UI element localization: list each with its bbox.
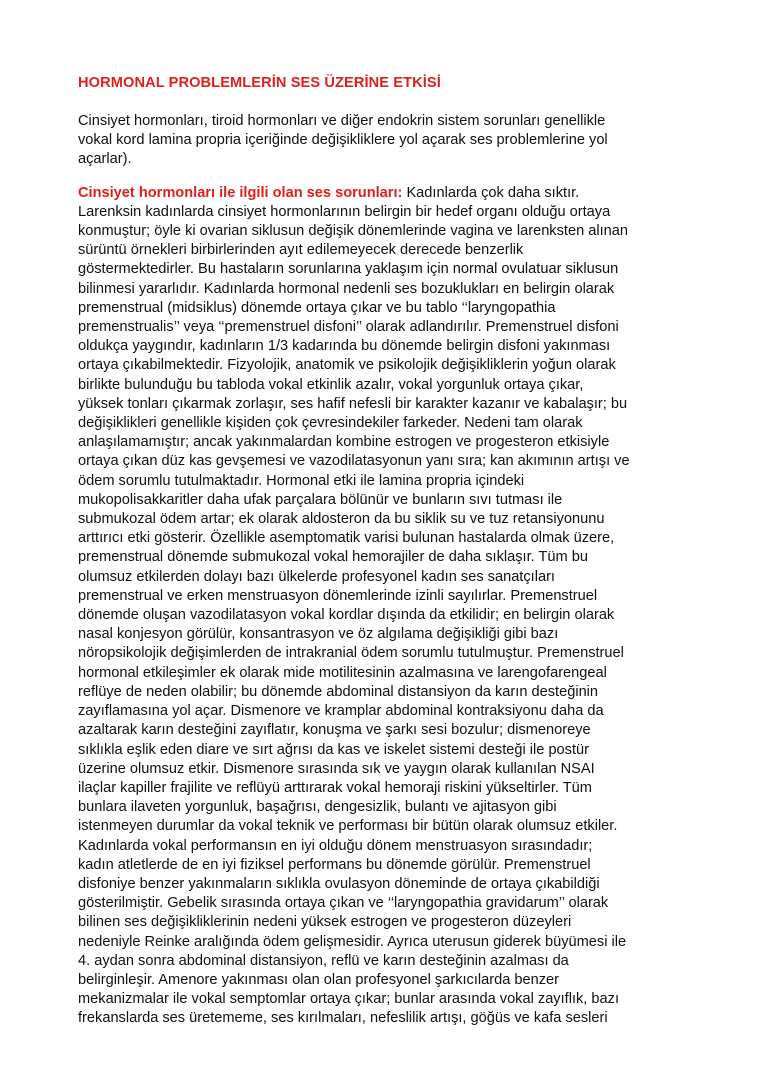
text-line: mukopolisakkaritler daha ufak parçalara bölünür ve bunların sıvı tutması ile — [78, 491, 563, 508]
text-line: ilaçlar kapiller frajilite ve reflüyü arttırarak vokal hemoraji riskini yükseltirler. Tüm — [78, 779, 592, 796]
text-line: Larenksin kadınlarda cinsiyet hormonlarının belirgin bir hedef organı olduğu ortaya — [78, 203, 611, 220]
document-page — [78, 74, 704, 1043]
text-line: gösterilmiştir. Gebelik sırasında ortaya çıkan ve ‘‘laryngopathia gravidarum’’ olarak — [78, 895, 609, 912]
text-line: bilinmesi yararlıdır. Kadınlarda hormonal nedenli ses bozuklukları en belirgin olarak — [78, 280, 615, 297]
text-line: 4. aydan sonra abdominal distansiyon, reflü ve karın desteğinin azalması da — [78, 952, 569, 969]
text-line: ödem sorumlu tutulmaktadır. Hormonal etki ile lamina propria içindeki — [78, 472, 525, 489]
text-line: bunlara ilaveten yorgunluk, başağrısı, dengesizlik, bulantı ve ajitasyon gibi — [78, 799, 557, 816]
text-line: olumsuz etkilerden dolayı bazı ülkelerde profesyonel kadın ses sanatçıları — [78, 568, 555, 585]
section-first-line — [78, 184, 704, 203]
text-line: Kadınlarda vokal performansın en iyi olduğu dönem menstruasyon sırasındadır; — [78, 837, 593, 854]
text-line: Cinsiyet hormonları, tiroid hormonları ve diğer endokrin sistem sorunları genellikle — [78, 113, 606, 129]
text-line: nasal konjesyon görülür, konsantrasyon ve öz algılama değişikliği gibi bazı — [78, 626, 559, 643]
text-line: göstermektedirler. Bu hastaların sorunlarına yaklaşım için normal ovulatuar siklusun — [78, 261, 619, 278]
text-line: premenstrual (midsiklus) dönemde ortaya çıkar ve bu tablo ‘‘laryngopathia — [78, 299, 556, 316]
text-line: submukozal ödem artar; ek olarak aldosteron da bu siklik su ve tuz retansiyonunu — [78, 511, 605, 528]
text-line: konmuştur; öyle ki ovarian siklusun değişik dönemlerinde vagina ve larenksten alınan — [78, 223, 629, 240]
text-line: premenstrualis’’ veya ‘‘premenstruel disfoni’’ olarak adlandırılır. Premenstruel disfoni — [78, 319, 619, 336]
text-line: dönemde oluşan vazodilatasyon vokal kordlar dışında da etkilidir; en belirgin olarak — [78, 607, 615, 624]
text-line: üzerine olumsuz etkir. Dismenore sırasında sık ve yaygın olarak kullanılan NSAI — [78, 760, 595, 777]
section-first-line-text: Kadınlarda çok daha sıktır. — [402, 184, 580, 201]
text-line: yüksek tonları çıkarmak zorlaşır, ses hafif nefesli bir karakter kazanır ve kabalaşır; bu — [78, 395, 628, 412]
text-line: oldukça yaygındır, kadınların 1/3 kadarında bu dönemde belirgin disfoni yakınması — [78, 338, 611, 355]
text-line: anlaşılamamıştır; ancak yakınmalardan kombine estrogen ve progesteron etkisiyle — [78, 434, 610, 451]
intro-paragraph — [78, 112, 704, 170]
document-title: HORMONAL PROBLEMLERİN SES ÜZERİNE ETKİSİ — [78, 75, 441, 91]
text-line: değişiklikleri genellikle kişiden çok çevresindekiler farkeder. Nedeni tam olarak — [78, 415, 583, 432]
section-paragraph — [78, 184, 704, 1029]
text-line: sürüntü örnekleri birbirlerinden ayıt edilemeyecek derecede benzerlik — [78, 242, 524, 259]
text-line: vokal kord lamina propria içeriğinde değişikliklere yol açarak ses problemlerine yol — [78, 132, 608, 149]
text-line: belirginleşir. Amenore yakınması olan olan profesyonel şarkıcılarda benzer — [78, 971, 560, 988]
text-line: zayıflamasına yol açar. Dismenore ve kramplar abdominal kontraksiyonu daha da — [78, 703, 604, 720]
text-line: ortaya çıkan düz kas gevşemesi ve vazodilatasyonun yanı sıra; kan akımının artışı ve — [78, 453, 630, 470]
text-line: premenstrual ve erken menstruasyon dönemlerinde izinli sayılırlar. Premenstruel — [78, 587, 598, 604]
text-line: bilinen ses değişikliklerinin nedeni yüksek estrogen ve progesteron düzeyleri — [78, 914, 572, 931]
text-line: arttırıcı etki gösterir. Özellikle asemptomatik varisi bulunan hastalarda olmak üzere, — [78, 530, 615, 547]
section-body — [78, 203, 704, 1029]
text-line: premenstrual dönemde submukozal vokal hemorajiler de daha sıklaşır. Tüm bu — [78, 549, 588, 566]
section-heading: Cinsiyet hormonları ile ilgili olan ses sorunları: — [78, 184, 403, 201]
text-line: hormonal etkileşimler ek olarak mide motilitesinin azalmasına ve larengofarengeal — [78, 664, 607, 681]
text-line: azaltarak karın desteğini zayıflatır, konuşma ve şarkı sesi bozulur; dismenoreye — [78, 722, 591, 739]
text-line: frekanslarda ses üretememe, ses kırılmaları, nefeslilik artışı, göğüs ve kafa sesleri — [78, 1010, 608, 1027]
text-line: nedeniyle Reinke aralığında ödem gelişmesidir. Ayrıca uterusun giderek büyümesi ile — [78, 933, 627, 950]
text-line: kadın atletlerde de en iyi fiziksel performans bu dönemde görülür. Premenstruel — [78, 856, 591, 873]
text-line: birlikte bulunduğu bu tabloda vokal etkinlik azalır, vokal yorgunluk ortaya çıkar, — [78, 376, 584, 393]
text-line: disfoniye benzer yakınmaların sıklıkla ovulasyon döneminde de ortaya çıkabildiği — [78, 875, 600, 892]
text-line: istenmeyen durumlar da vokal teknik ve performası bir bütün olarak olumsuz etkiler. — [78, 818, 618, 835]
text-line: nöropsikolojik değişimlerden de intrakranial ödem sorumlu tutulmuştur. Premenstruel — [78, 645, 624, 662]
text-line: açarlar). — [78, 151, 132, 168]
text-line: ortaya çıkabilmektedir. Fizyolojik, anatomik ve psikolojik değişikliklerin yoğun olarak — [78, 357, 616, 374]
text-line: sıklıkla eşlik eden diare ve sırt ağrısı da kas ve iskelet sistemi desteği ile postür — [78, 741, 590, 758]
text-line: reflüye de neden olabilir; bu dönemde abdominal distansiyon da karın desteğinin — [78, 683, 599, 700]
text-line: mekanizmalar ile vokal semptomlar ortaya çıkar; bunlar arasında vokal zayıflık, bazı — [78, 991, 620, 1008]
